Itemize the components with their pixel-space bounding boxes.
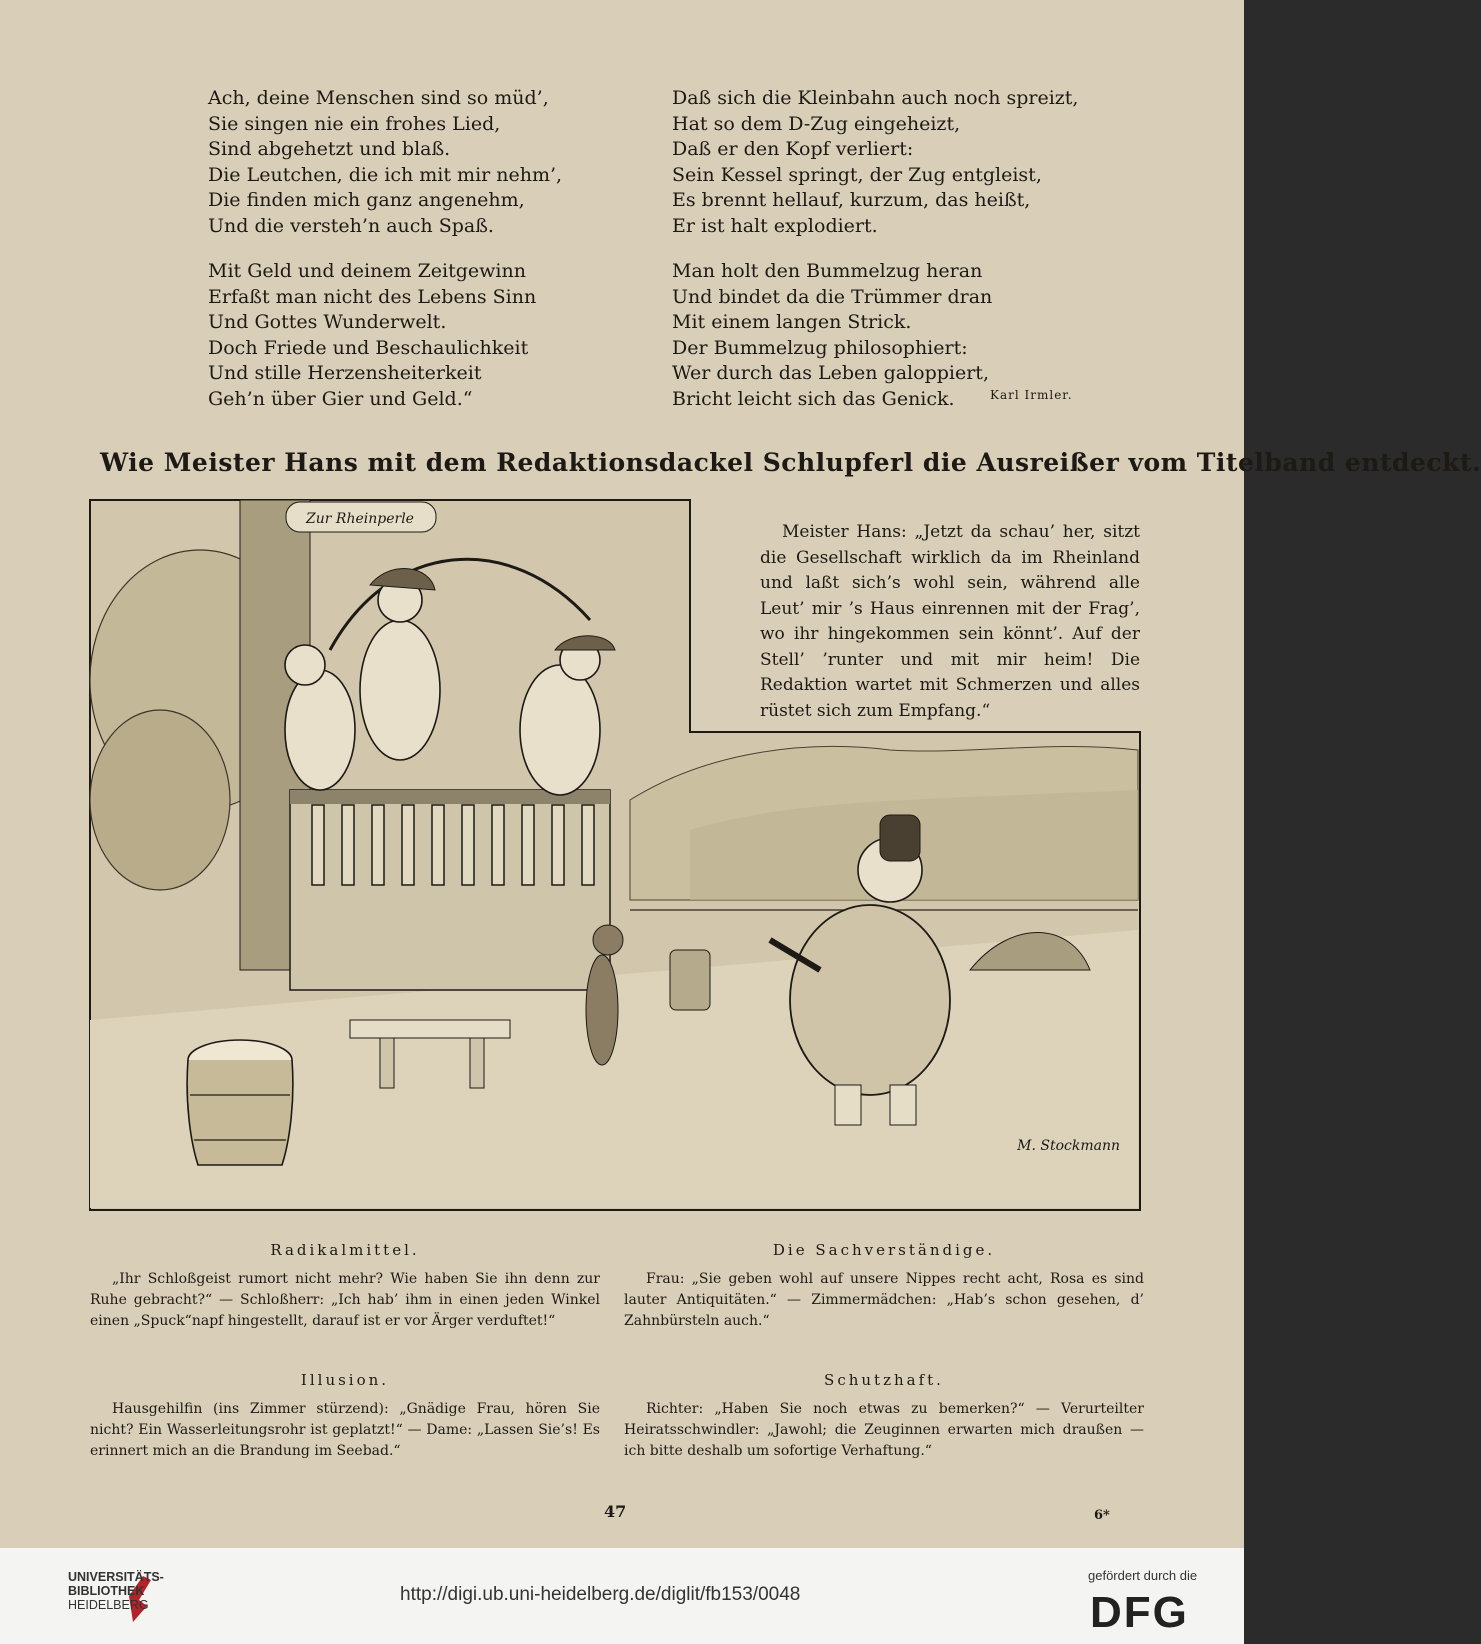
anecdote-radikalmittel bbox=[90, 1240, 600, 1332]
library-line-3: HEIDELBERG bbox=[68, 1598, 149, 1612]
poem-line: Geh’n über Gier und Geld.“ bbox=[208, 387, 473, 410]
library-name[interactable] bbox=[68, 1570, 164, 1612]
poem-line: Ach, deine Menschen sind so müd’, bbox=[208, 87, 549, 109]
library-line-2: BIBLIOTHEK bbox=[68, 1584, 145, 1598]
poem-line: Mit Geld und deinem Zeitgewinn bbox=[208, 260, 526, 282]
poem-line: Daß er den Kopf verliert: bbox=[672, 138, 914, 160]
poem-line: Es brennt hellauf, kurzum, das heißt, bbox=[672, 189, 1031, 211]
funded-by-label: gefördert durch die bbox=[1088, 1568, 1198, 1583]
poem-right-column bbox=[672, 86, 1092, 432]
poem-line: Doch Friede und Beschaulichkeit bbox=[208, 336, 529, 359]
poem-line: Und bindet da die Trümmer dran bbox=[672, 285, 993, 308]
anecdote-sachverstaendige bbox=[624, 1240, 1144, 1332]
poem-line: Daß sich die Kleinbahn auch noch spreizt, bbox=[672, 87, 1079, 109]
poem-line: Der Bummelzug philosophiert: bbox=[672, 336, 968, 359]
permalink-url[interactable]: http://digi.ub.uni-heidelberg.de/diglit/fb153/0048 bbox=[400, 1584, 801, 1605]
poem-line: Und die versteh’n auch Spaß. bbox=[208, 214, 494, 237]
poem-stanza bbox=[672, 86, 1092, 239]
poem-line: Sein Kessel springt, der Zug entgleist, bbox=[672, 163, 1042, 186]
poem-line: Wer durch das Leben galoppiert, bbox=[672, 362, 989, 384]
illustration-headline: Wie Meister Hans mit dem Redaktionsdackel Schlupferl die Ausreißer vom Titelband entdeckt. bbox=[100, 448, 1481, 477]
inn-sign: Zur Rheinperle bbox=[306, 511, 414, 527]
poem-line: Hat so dem D-Zug eingeheizt, bbox=[672, 112, 961, 135]
anecdote-body: Frau: „Sie geben wohl auf unsere Nippes recht acht, Rosa es sind lauter Antiquitäten.“ — Zimmermädchen: „Hab’s schon gesehen, d’ Zahnbürsteln auch.“ bbox=[624, 1271, 1144, 1329]
poem-line: Und Gottes Wunderwelt. bbox=[208, 311, 447, 333]
anecdote-title: Schutzhaft. bbox=[824, 1371, 944, 1389]
poem-line: Erfaßt man nicht des Lebens Sinn bbox=[208, 285, 537, 308]
poem-line: Die finden mich ganz angenehm, bbox=[208, 189, 525, 211]
poem-stanza bbox=[208, 259, 628, 412]
poem-line: Sie singen nie ein frohes Lied, bbox=[208, 112, 501, 135]
poem-stanza bbox=[208, 86, 628, 239]
anecdote-title: Die Sachverständige. bbox=[772, 1241, 996, 1259]
anecdote-body: „Ihr Schloßgeist rumort nicht mehr? Wie haben Sie ihn denn zur Ruhe gebracht?“ — Schloßherr: „Ich hab’ ihm in einen jeden Winkel einen „Spuck“napf hingestellt, darauf ist er vor Ärger verduftet!“ bbox=[90, 1271, 600, 1329]
poem-line: Und stille Herzensheiterkeit bbox=[208, 362, 482, 384]
poem-line: Sind abgehetzt und blaß. bbox=[208, 138, 451, 160]
artist-signature: M. Stockmann bbox=[1017, 1138, 1120, 1154]
poem-line: Er ist halt explodiert. bbox=[672, 214, 878, 237]
illustration-caption: Meister Hans: „Jetzt da schau’ her, sitzt die Gesellschaft wirklich da im Rheinland und laßt sich’s wohl sein, während alle Leut’ mir ’s Haus einrennen mit der Frag’, wo ihr hingekommen sein könnt’. Auf der Stell’ ’runter und mit mir heim! Die Redaktion wartet mit Schmerzen und alles rüstet sich zum Empfang.“ bbox=[760, 522, 1140, 721]
poem-line: Mit einem langen Strick. bbox=[672, 311, 912, 333]
page-number: 47 bbox=[604, 1502, 627, 1521]
anecdote-body: Hausgehilfin (ins Zimmer stürzend): „Gnädige Frau, hören Sie nicht? Ein Wasserleitungsrohr ist geplatzt!“ — Dame: „Lassen Sie’s! Es erinnert mich an die Brandung im Seebad.“ bbox=[90, 1401, 600, 1459]
poem-line: Man holt den Bummelzug heran bbox=[672, 260, 983, 282]
sheet-signature: 6* bbox=[1094, 1508, 1110, 1523]
poem-line: Bricht leicht sich das Genick. bbox=[672, 387, 955, 410]
anecdote-title: Illusion. bbox=[300, 1371, 390, 1389]
dfg-logo[interactable]: DFG bbox=[1090, 1588, 1189, 1637]
poem-line: Die Leutchen, die ich mit mir nehm’, bbox=[208, 163, 563, 186]
anecdote-illusion bbox=[90, 1370, 600, 1462]
library-line-1: UNIVERSITÄTS- bbox=[68, 1570, 164, 1584]
anecdote-body: Richter: „Haben Sie noch etwas zu bemerken?“ — Verurteilter Heiratsschwindler: „Jawohl; die Zeuginnen erwarten mich draußen — ich bitte deshalb um sofortige Verhaftung.“ bbox=[624, 1401, 1144, 1459]
poem-author: Karl Irmler. bbox=[990, 388, 1073, 402]
anecdote-schutzhaft bbox=[624, 1370, 1144, 1462]
poem-left-column bbox=[208, 86, 628, 432]
anecdote-title: Radikalmittel. bbox=[270, 1241, 420, 1259]
